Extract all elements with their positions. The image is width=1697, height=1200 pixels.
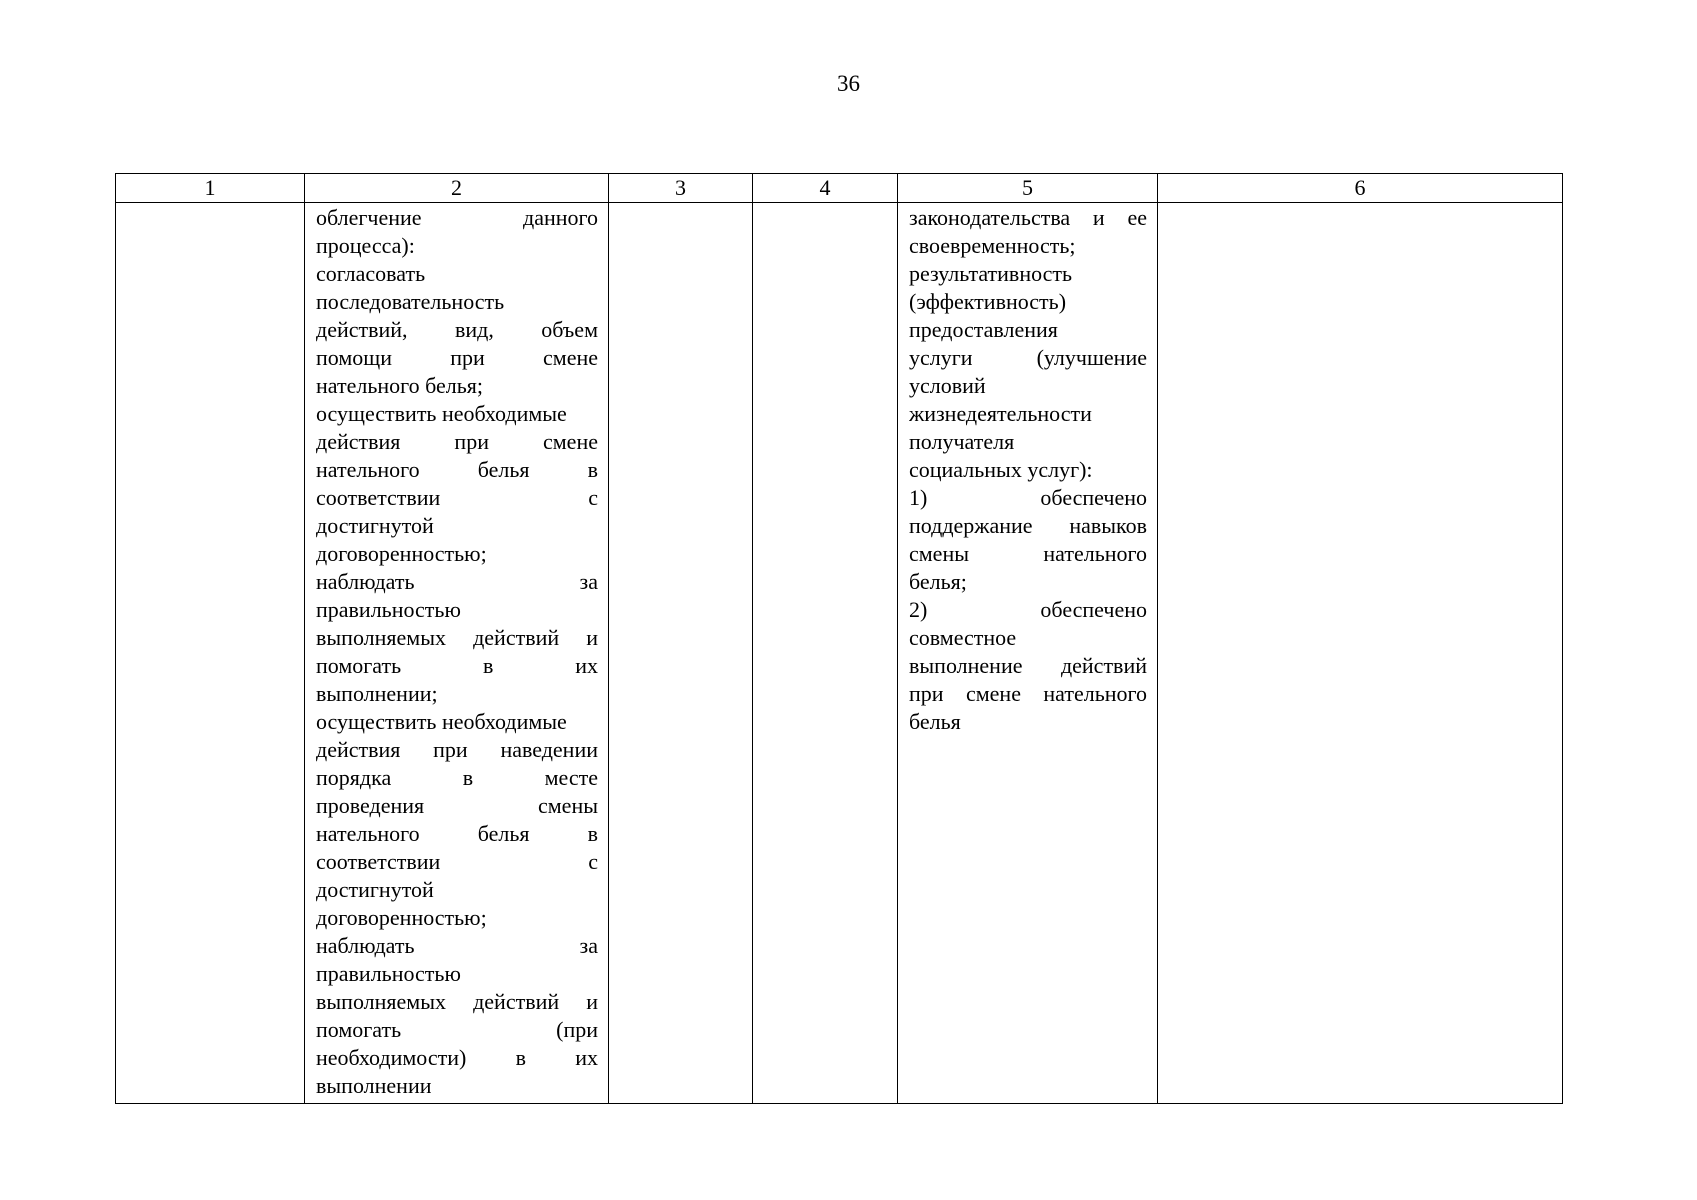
column-5-text [898,203,1157,736]
column-2-text [305,203,608,1100]
text-line: наблюдать за [316,569,598,594]
text-line: наблюдать за [316,933,598,958]
text-line: правильностью [316,597,461,622]
text-line: осуществить необходимые [316,709,567,734]
text-line: 2) обеспечено [909,597,1147,622]
cell-column-4 [753,203,898,1104]
text-line: достигнутой [316,513,434,538]
text-line: социальных услуг): [909,457,1093,482]
table-header [116,174,1563,203]
text-line: получателя [909,429,1015,454]
column-header-4: 4 [753,174,898,203]
text-line: своевременность; [909,233,1076,258]
cell-column-6 [1158,203,1563,1104]
text-line: последовательность [316,289,505,314]
text-line: соответствии с [316,485,598,510]
text-line: поддержание навыков [909,513,1147,538]
column-header-5: 5 [898,174,1158,203]
text-line: помогать (при [316,1017,598,1042]
text-line: нательного белья в [316,821,598,846]
text-line: помощи при смене [316,345,598,370]
text-line: законодательства и ее [909,205,1147,230]
text-line: нательного белья; [316,373,484,398]
text-line: (эффективность) [909,289,1067,314]
text-line: при смене нательного [909,681,1147,706]
text-line: согласовать [316,261,426,286]
text-line: выполнение действий [909,653,1147,678]
text-line: выполнении; [316,681,438,706]
text-line: белья; [909,569,967,594]
text-line: осуществить необходимые [316,401,567,426]
text-line: белья [909,709,961,734]
cell-column-2 [305,203,609,1104]
text-line: результативность [909,261,1073,286]
text-line: условий [909,373,986,398]
text-line: услуги (улучшение [909,345,1147,370]
text-line: действия при наведении [316,737,598,762]
text-line: 1) обеспечено [909,485,1147,510]
text-line: выполняемых действий и [316,625,598,650]
text-line: необходимости) в их [316,1045,598,1070]
text-line: договоренностью; [316,905,487,930]
text-line: нательного белья в [316,457,598,482]
cell-column-1 [116,203,305,1104]
text-line: выполняемых действий и [316,989,598,1014]
text-line: помогать в их [316,653,598,678]
cell-column-5 [898,203,1158,1104]
text-line: процесса): [316,233,415,258]
text-line: жизнедеятельности [909,401,1092,426]
text-line: достигнутой [316,877,434,902]
column-header-1: 1 [116,174,305,203]
text-line: совместное [909,625,1017,650]
services-table [115,173,1563,1104]
column-header-3: 3 [609,174,753,203]
text-line: проведения смены [316,793,598,818]
page-number: 36 [837,71,860,96]
column-header-2: 2 [305,174,609,203]
column-header-6: 6 [1158,174,1563,203]
text-line: облегчение данного [316,205,598,230]
text-line: выполнении [316,1073,432,1098]
table-header-row [116,174,1563,203]
text-line: действий, вид, объем [316,317,598,342]
table-row [116,203,1563,1104]
cell-column-3 [609,203,753,1104]
text-line: правильностью [316,961,461,986]
text-line: договоренностью; [316,541,487,566]
text-line: соответствии с [316,849,598,874]
text-line: порядка в месте [316,765,598,790]
text-line: действия при смене [316,429,598,454]
text-line: предоставления [909,317,1058,342]
text-line: смены нательного [909,541,1147,566]
